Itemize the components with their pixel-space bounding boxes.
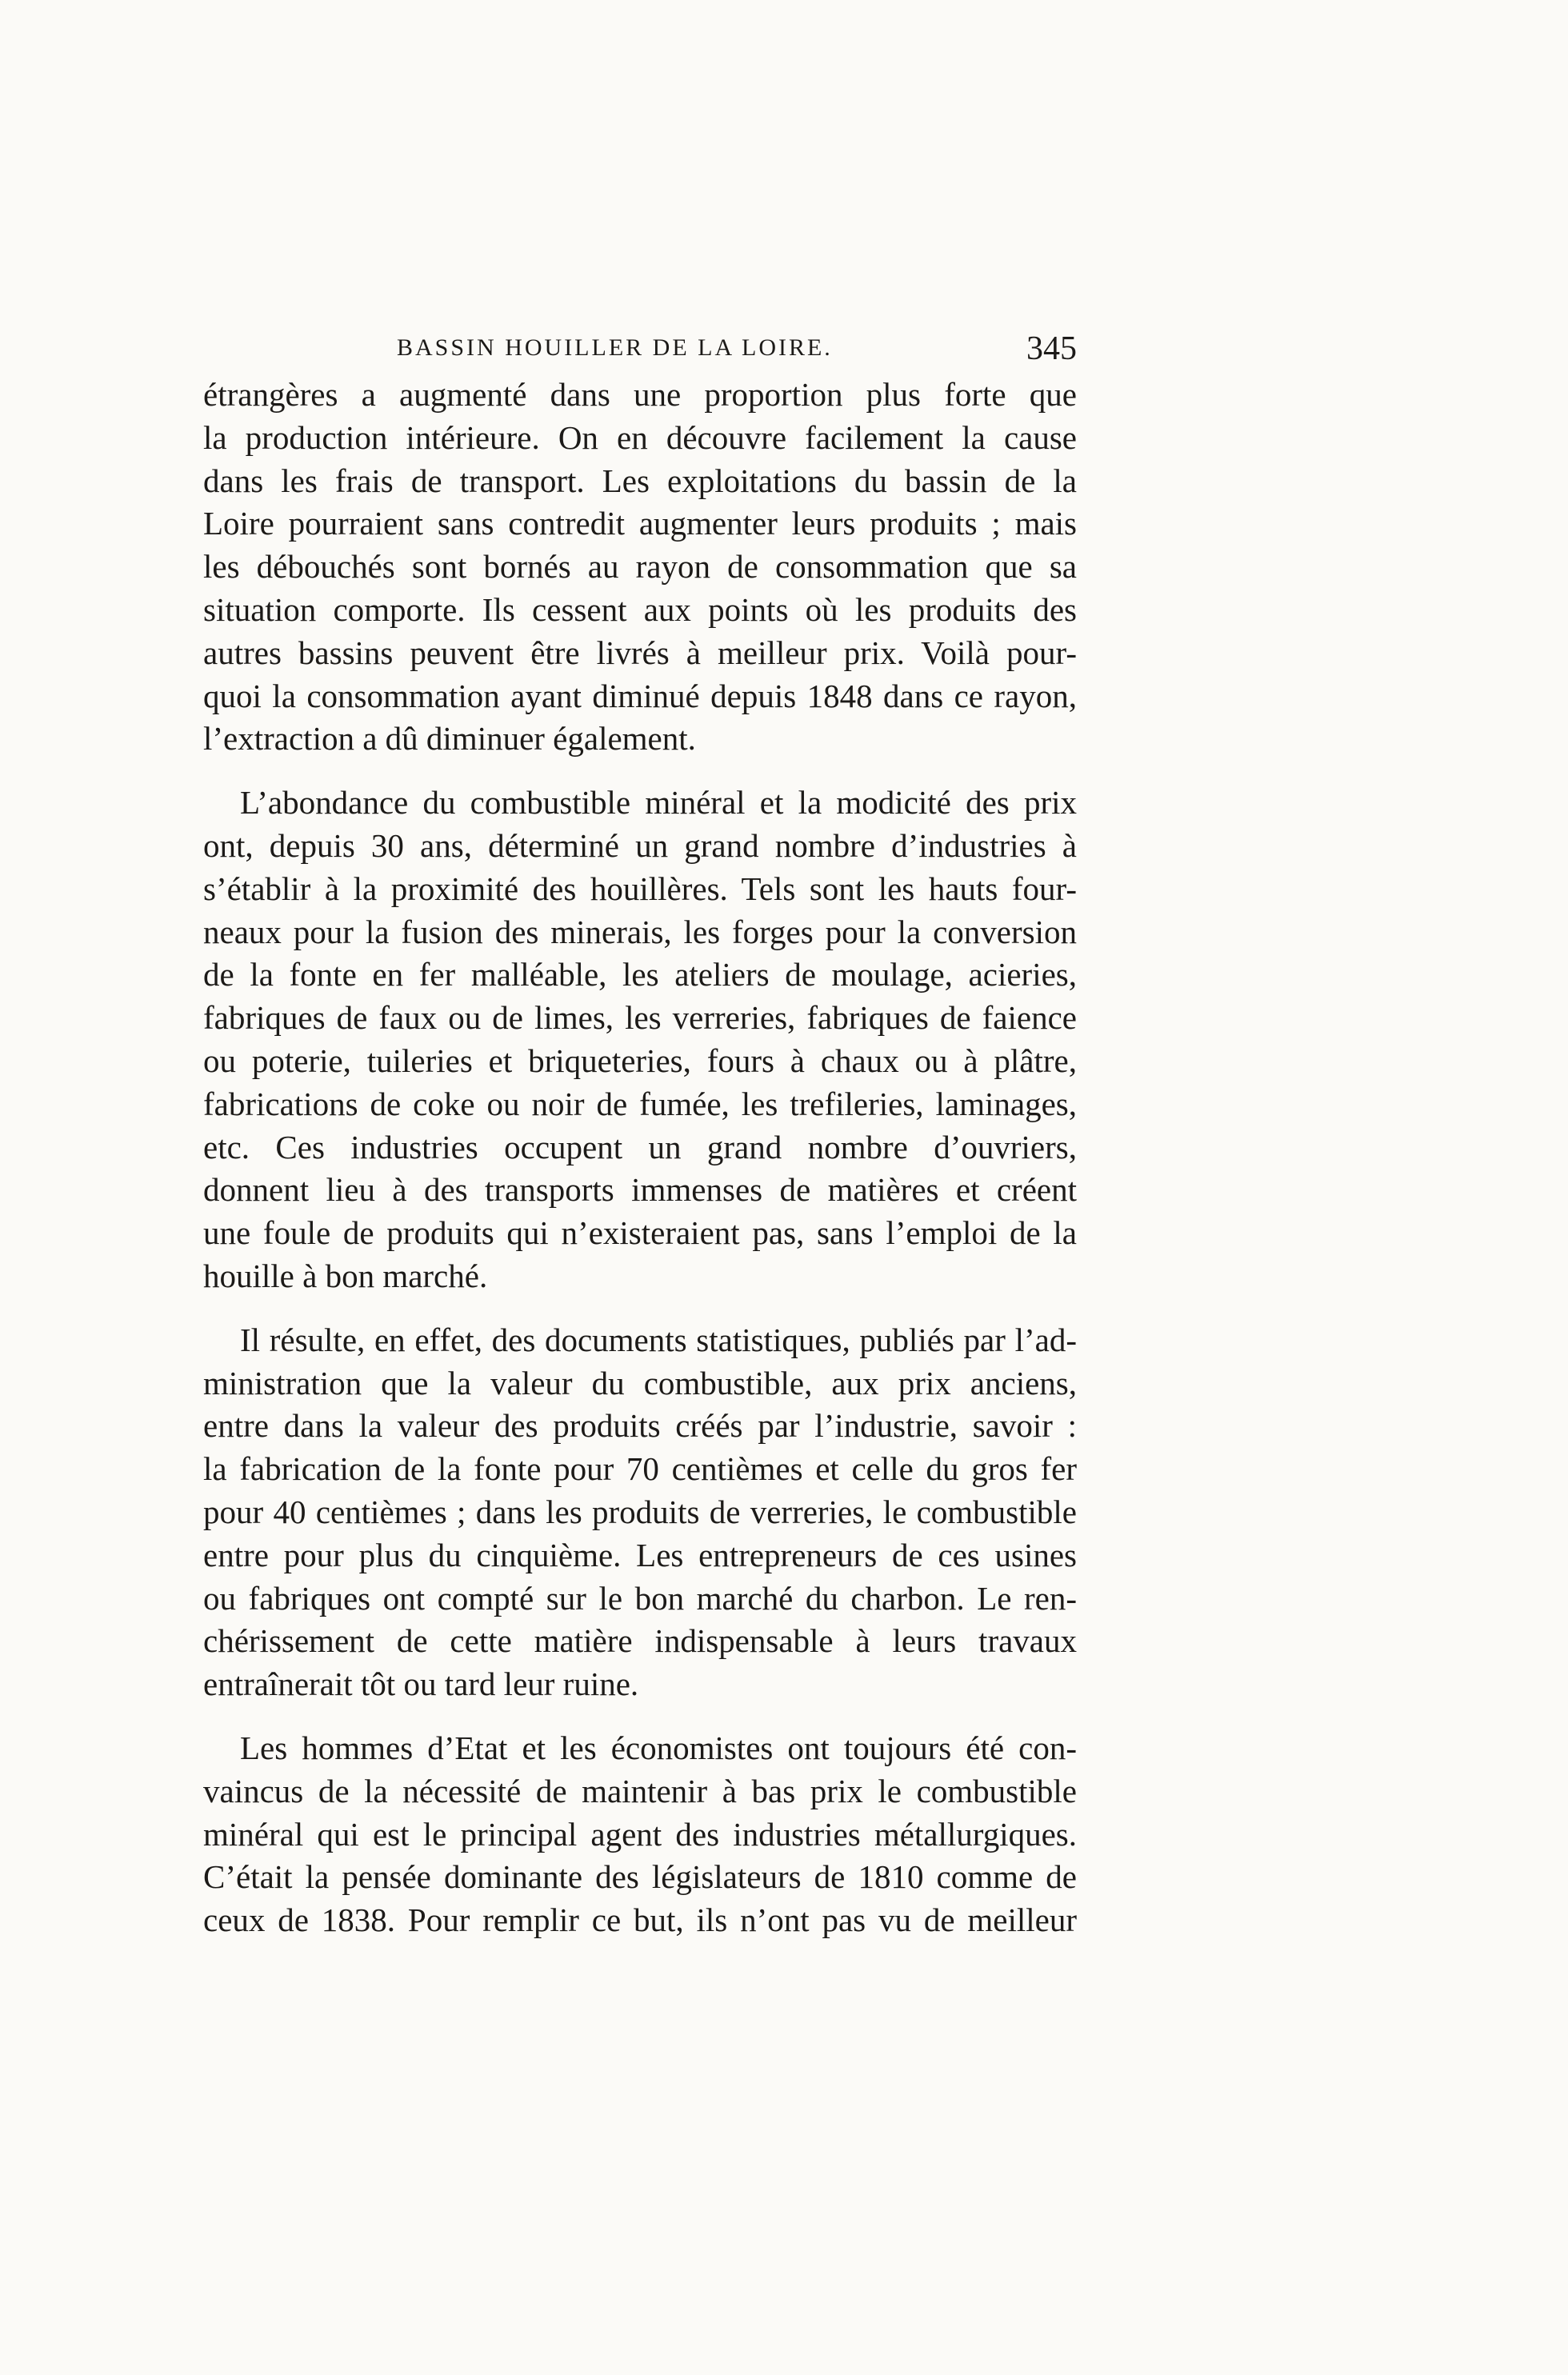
text-line: autres bassins peuvent être livrés à meilleur prix. Voilà pour-: [203, 634, 1077, 671]
text-line: ceux de 1838. Pour remplir ce but, ils n’ont pas vu de meilleur: [203, 1901, 1077, 1939]
text-line: entre dans la valeur des produits créés par l’industrie, savoir :: [203, 1407, 1077, 1445]
text-line: dans les frais de transport. Les exploitations du bassin de la: [203, 462, 1077, 499]
text-line: quoi la consommation ayant diminué depuis 1848 dans ce rayon,: [203, 677, 1077, 714]
running-title: BASSIN HOUILLER DE LA LOIRE.: [397, 334, 833, 361]
paragraph-4: [203, 1727, 1077, 1942]
text-line: donnent lieu à des transports immenses de matières et créent: [203, 1171, 1077, 1209]
text-line: L’abondance du combustible minéral et la modicité des prix: [240, 784, 1077, 822]
text-line: vaincus de la nécessité de maintenir à bas prix le combustible: [203, 1772, 1077, 1809]
text-line: entre pour plus du cinquième. Les entrepreneurs de ces usines: [203, 1536, 1077, 1573]
text-line: C’était la pensée dominante des législateurs de 1810 comme de: [203, 1858, 1077, 1896]
text-line: entraînerait tôt ou tard leur ruine.: [203, 1665, 639, 1703]
text-line: étrangères a augmenté dans une proportion plus forte que: [203, 376, 1077, 413]
text-line: la production intérieure. On en découvre facilement la cause: [203, 418, 1077, 456]
text-line: s’établir à la proximité des houillères. Tels sont les hauts four-: [203, 870, 1077, 907]
page-number: 345: [1026, 330, 1077, 367]
text-line: l’extraction a dû diminuer également.: [203, 720, 696, 758]
text-line: pour 40 centièmes ; dans les produits de verreries, le combustible: [203, 1493, 1077, 1530]
paragraph-3: [203, 1319, 1077, 1706]
text-line: Il résulte, en effet, des documents statistiques, publiés par l’ad-: [240, 1321, 1077, 1358]
text-line: les débouchés sont bornés au rayon de consommation que sa: [203, 548, 1077, 586]
paragraph-1: [203, 374, 1077, 761]
text-line: etc. Ces industries occupent un grand nombre d’ouvriers,: [203, 1128, 1077, 1166]
paragraph-2: [203, 782, 1077, 1298]
text-line: ont, depuis 30 ans, déterminé un grand nombre d’industries à: [203, 826, 1077, 864]
text-line: la fabrication de la fonte pour 70 centièmes et celle du gros fer: [203, 1450, 1077, 1488]
text-line: Les hommes d’Etat et les économistes ont toujours été con-: [240, 1729, 1077, 1766]
text-line: houille à bon marché.: [203, 1257, 488, 1294]
text-line: Loire pourraient sans contredit augmenter leurs produits ; mais: [203, 505, 1077, 542]
running-head: [203, 326, 1077, 374]
text-line: fabriques de faux ou de limes, les verreries, fabriques de faience: [203, 999, 1077, 1037]
text-line: ministration que la valeur du combustible, aux prix anciens,: [203, 1364, 1077, 1401]
text-line: une foule de produits qui n’existeraient pas, sans l’emploi de la: [203, 1214, 1077, 1252]
body-text: [203, 374, 1077, 1963]
text-line: fabrications de coke ou noir de fumée, les trefileries, laminages,: [203, 1085, 1077, 1122]
text-line: ou fabriques ont compté sur le bon marché du charbon. Le ren-: [203, 1579, 1077, 1617]
text-line: minéral qui est le principal agent des industries métallurgiques.: [203, 1815, 1077, 1853]
text-line: ou poterie, tuileries et briqueteries, fours à chaux ou à plâtre,: [203, 1042, 1077, 1079]
text-line: de la fonte en fer malléable, les ateliers de moulage, acieries,: [203, 956, 1077, 994]
text-line: situation comporte. Ils cessent aux points où les produits des: [203, 590, 1077, 628]
text-line: neaux pour la fusion des minerais, les forges pour la conversion: [203, 913, 1077, 950]
text-line: chérissement de cette matière indispensable à leurs travaux: [203, 1622, 1077, 1660]
